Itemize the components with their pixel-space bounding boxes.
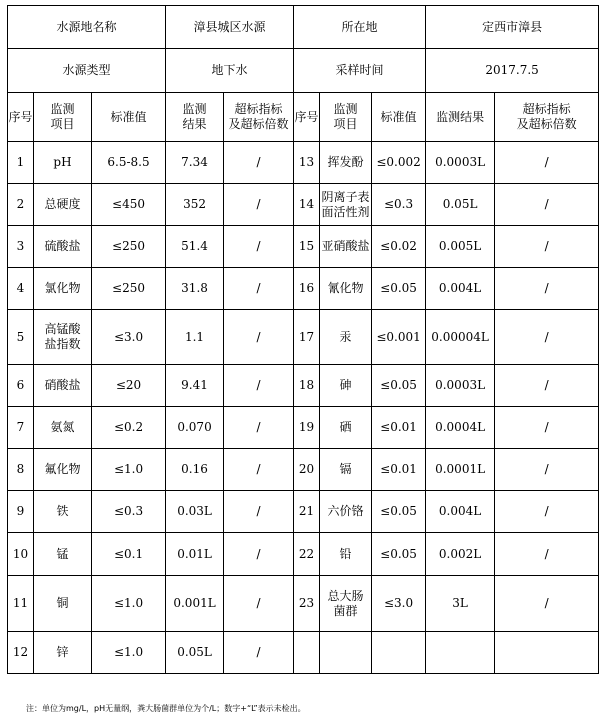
cell-right-seq: 17	[294, 310, 320, 365]
cell-right-standard	[372, 632, 426, 674]
cell-left-item: 总硬度	[34, 184, 92, 226]
cell-left-exceed: /	[224, 184, 294, 226]
cell-right-result: 0.05L	[426, 184, 495, 226]
cell-left-item: 氟化物	[34, 449, 92, 491]
cell-left-seq: 10	[8, 533, 34, 576]
cell-left-item: 铜	[34, 576, 92, 632]
source-name-label: 水源地名称	[8, 6, 166, 49]
cell-right-exceed: /	[495, 533, 599, 576]
cell-left-standard: ≤3.0	[92, 310, 166, 365]
col-header-seq-right: 序号	[294, 93, 320, 142]
cell-left-standard: ≤0.1	[92, 533, 166, 576]
cell-left-result: 31.8	[166, 268, 224, 310]
col-header-result-right: 监测结果	[426, 93, 495, 142]
cell-left-item: pH	[34, 142, 92, 184]
cell-right-result: 0.004L	[426, 491, 495, 533]
cell-left-exceed: /	[224, 533, 294, 576]
cell-left-result: 0.01L	[166, 533, 224, 576]
cell-right-exceed: /	[495, 407, 599, 449]
cell-right-seq: 20	[294, 449, 320, 491]
table-row	[8, 226, 599, 268]
cell-right-exceed	[495, 632, 599, 674]
cell-right-standard: ≤0.002	[372, 142, 426, 184]
cell-right-result: 0.00004L	[426, 310, 495, 365]
cell-right-seq: 22	[294, 533, 320, 576]
cell-right-standard: ≤0.01	[372, 449, 426, 491]
cell-right-result	[426, 632, 495, 674]
cell-left-result: 9.41	[166, 365, 224, 407]
table-row	[8, 310, 599, 365]
cell-left-result: 0.05L	[166, 632, 224, 674]
cell-right-exceed: /	[495, 268, 599, 310]
table-row	[8, 491, 599, 533]
cell-left-standard: ≤0.2	[92, 407, 166, 449]
cell-right-result: 0.0003L	[426, 142, 495, 184]
sampling-time-value: 2017.7.5	[426, 49, 599, 93]
footnote: 注：单位为mg/L，pH无量纲，粪大肠菌群单位为个/L；数字+“L”表示未检出。	[26, 704, 306, 713]
cell-right-item	[320, 632, 372, 674]
cell-left-result: 352	[166, 184, 224, 226]
cell-left-item: 氨氮	[34, 407, 92, 449]
col-header-standard: 标准值	[92, 93, 166, 142]
cell-right-exceed: /	[495, 491, 599, 533]
col-header-exceed-right: 超标指标 及超标倍数	[495, 93, 599, 142]
cell-left-standard: ≤450	[92, 184, 166, 226]
table-row	[8, 142, 599, 184]
cell-right-standard: ≤0.001	[372, 310, 426, 365]
cell-left-standard: ≤250	[92, 268, 166, 310]
cell-right-standard: ≤0.3	[372, 184, 426, 226]
cell-left-result: 7.34	[166, 142, 224, 184]
location-label: 所在地	[294, 6, 426, 49]
cell-left-result: 0.070	[166, 407, 224, 449]
cell-left-exceed: /	[224, 310, 294, 365]
cell-right-result: 0.002L	[426, 533, 495, 576]
cell-left-standard: ≤1.0	[92, 449, 166, 491]
cell-left-standard: 6.5-8.5	[92, 142, 166, 184]
cell-left-seq: 9	[8, 491, 34, 533]
table-row	[8, 449, 599, 491]
cell-right-seq: 14	[294, 184, 320, 226]
cell-right-standard: ≤0.02	[372, 226, 426, 268]
cell-right-item: 挥发酚	[320, 142, 372, 184]
cell-right-result: 0.0001L	[426, 449, 495, 491]
cell-left-standard: ≤20	[92, 365, 166, 407]
cell-left-exceed: /	[224, 449, 294, 491]
source-type-label: 水源类型	[8, 49, 166, 93]
cell-left-exceed: /	[224, 226, 294, 268]
cell-right-seq: 21	[294, 491, 320, 533]
cell-left-standard: ≤250	[92, 226, 166, 268]
cell-right-standard: ≤0.05	[372, 533, 426, 576]
cell-left-result: 0.03L	[166, 491, 224, 533]
cell-left-item: 高锰酸 盐指数	[34, 310, 92, 365]
cell-right-item: 总大肠 菌群	[320, 576, 372, 632]
cell-left-seq: 3	[8, 226, 34, 268]
cell-right-result: 3L	[426, 576, 495, 632]
cell-right-item: 镉	[320, 449, 372, 491]
cell-left-seq: 5	[8, 310, 34, 365]
cell-left-standard: ≤1.0	[92, 576, 166, 632]
cell-left-exceed: /	[224, 142, 294, 184]
cell-left-item: 硫酸盐	[34, 226, 92, 268]
cell-right-item: 硒	[320, 407, 372, 449]
table-row	[8, 632, 599, 674]
cell-left-result: 0.001L	[166, 576, 224, 632]
cell-left-seq: 11	[8, 576, 34, 632]
cell-right-item: 砷	[320, 365, 372, 407]
cell-right-standard: ≤3.0	[372, 576, 426, 632]
cell-right-seq: 18	[294, 365, 320, 407]
cell-left-seq: 1	[8, 142, 34, 184]
table-row	[8, 576, 599, 632]
col-header-standard-right: 标准值	[372, 93, 426, 142]
cell-left-result: 1.1	[166, 310, 224, 365]
cell-left-exceed: /	[224, 365, 294, 407]
cell-right-seq	[294, 632, 320, 674]
cell-left-exceed: /	[224, 268, 294, 310]
col-header-item-right: 监测 项目	[320, 93, 372, 142]
cell-left-result: 0.16	[166, 449, 224, 491]
cell-left-exceed: /	[224, 576, 294, 632]
cell-right-exceed: /	[495, 310, 599, 365]
cell-right-standard: ≤0.05	[372, 491, 426, 533]
cell-left-seq: 4	[8, 268, 34, 310]
cell-right-result: 0.0004L	[426, 407, 495, 449]
source-name-value: 漳县城区水源	[166, 6, 294, 49]
cell-right-seq: 13	[294, 142, 320, 184]
cell-right-exceed: /	[495, 576, 599, 632]
cell-right-exceed: /	[495, 365, 599, 407]
cell-right-result: 0.0003L	[426, 365, 495, 407]
cell-right-seq: 16	[294, 268, 320, 310]
cell-right-standard: ≤0.01	[372, 407, 426, 449]
cell-right-seq: 15	[294, 226, 320, 268]
cell-left-seq: 6	[8, 365, 34, 407]
cell-left-exceed: /	[224, 632, 294, 674]
cell-right-item: 汞	[320, 310, 372, 365]
cell-left-standard: ≤0.3	[92, 491, 166, 533]
cell-left-exceed: /	[224, 407, 294, 449]
water-quality-table	[7, 5, 599, 674]
cell-right-exceed: /	[495, 226, 599, 268]
cell-right-exceed: /	[495, 142, 599, 184]
cell-left-item: 氯化物	[34, 268, 92, 310]
cell-right-standard: ≤0.05	[372, 365, 426, 407]
table-row	[8, 407, 599, 449]
cell-right-item: 亚硝酸盐	[320, 226, 372, 268]
col-header-seq: 序号	[8, 93, 34, 142]
location-value: 定西市漳县	[426, 6, 599, 49]
cell-right-item: 铅	[320, 533, 372, 576]
table-row	[8, 268, 599, 310]
col-header-item: 监测 项目	[34, 93, 92, 142]
cell-left-seq: 2	[8, 184, 34, 226]
cell-left-item: 铁	[34, 491, 92, 533]
cell-left-seq: 8	[8, 449, 34, 491]
cell-left-item: 锌	[34, 632, 92, 674]
cell-left-result: 51.4	[166, 226, 224, 268]
cell-right-seq: 23	[294, 576, 320, 632]
cell-right-exceed: /	[495, 449, 599, 491]
cell-right-result: 0.005L	[426, 226, 495, 268]
cell-left-seq: 7	[8, 407, 34, 449]
sampling-time-label: 采样时间	[294, 49, 426, 93]
col-header-result: 监测 结果	[166, 93, 224, 142]
cell-left-standard: ≤1.0	[92, 632, 166, 674]
cell-right-exceed: /	[495, 184, 599, 226]
cell-left-item: 硝酸盐	[34, 365, 92, 407]
cell-right-item: 阴离子表 面活性剂	[320, 184, 372, 226]
cell-right-standard: ≤0.05	[372, 268, 426, 310]
cell-left-item: 锰	[34, 533, 92, 576]
cell-right-item: 氰化物	[320, 268, 372, 310]
cell-right-result: 0.004L	[426, 268, 495, 310]
table-row	[8, 365, 599, 407]
source-type-value: 地下水	[166, 49, 294, 93]
cell-right-seq: 19	[294, 407, 320, 449]
cell-left-exceed: /	[224, 491, 294, 533]
table-row	[8, 184, 599, 226]
col-header-exceed: 超标指标 及超标倍数	[224, 93, 294, 142]
cell-right-item: 六价铬	[320, 491, 372, 533]
cell-left-seq: 12	[8, 632, 34, 674]
table-row	[8, 533, 599, 576]
